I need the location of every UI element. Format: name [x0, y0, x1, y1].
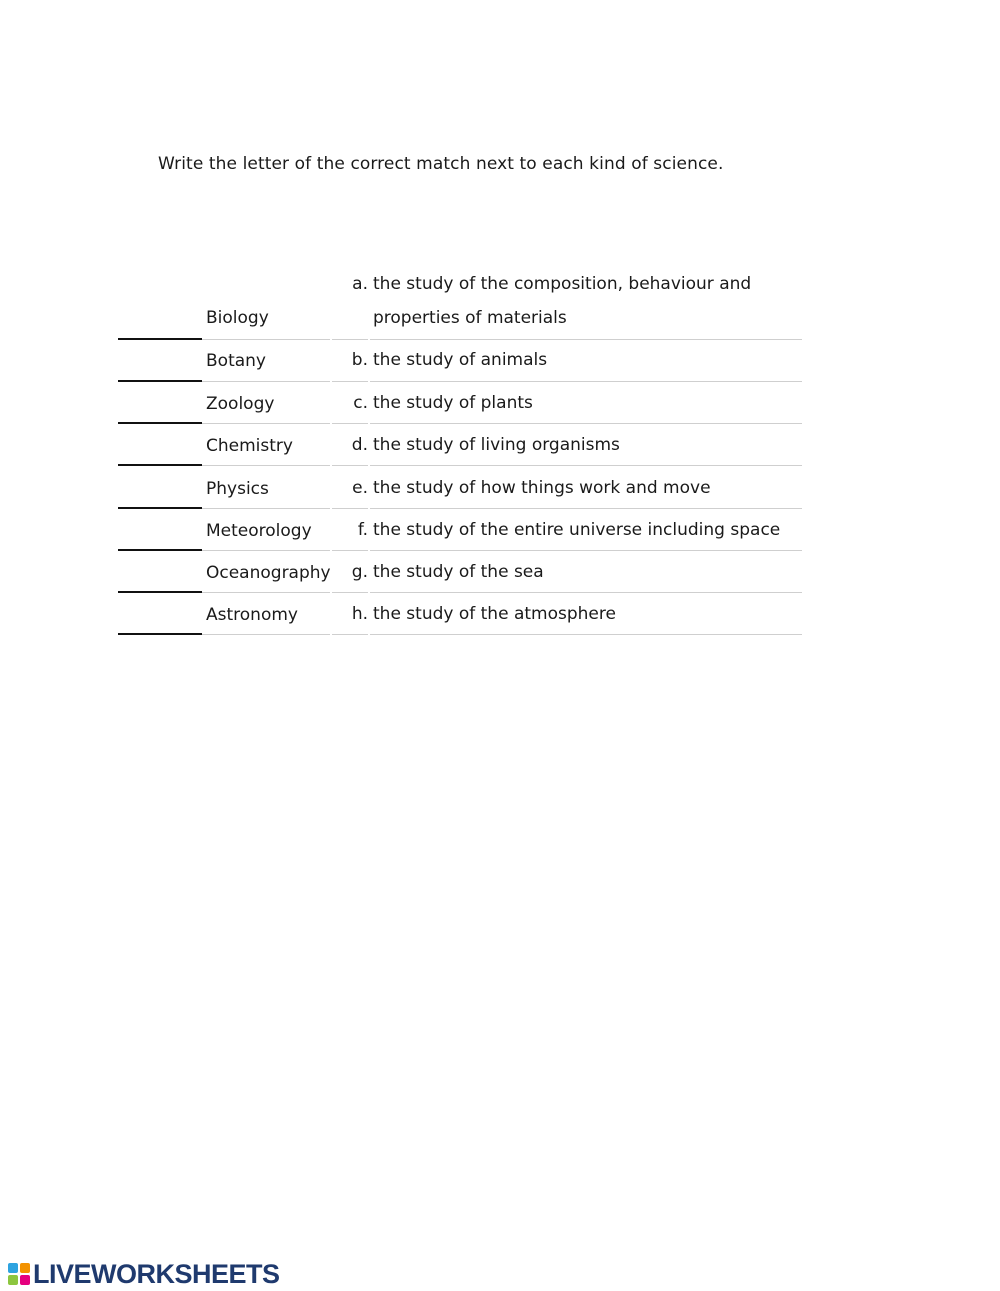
logo-grid-icon [8, 1263, 30, 1285]
definition-letter: f. [357, 520, 368, 540]
logo-square [8, 1263, 18, 1273]
science-name: Astronomy [206, 605, 298, 625]
match-row-zoology [0, 382, 1000, 424]
science-name: Meteorology [206, 521, 312, 541]
logo-square [20, 1263, 30, 1273]
science-name: Biology [206, 308, 269, 328]
science-name: Oceanography [206, 563, 331, 583]
definition-text: the study of living organisms [373, 435, 620, 455]
science-name: Botany [206, 351, 266, 371]
definition-letter: a. [352, 274, 368, 294]
definition-letter: g. [351, 562, 368, 582]
definition-text: the study of animals [373, 350, 548, 370]
definition-text: the study of the composition, behaviour and [373, 274, 752, 294]
science-name: Physics [206, 479, 269, 499]
logo-square [8, 1275, 18, 1285]
definition-text: the study of the sea [373, 562, 544, 582]
cell-divider [332, 634, 368, 635]
match-row-oceanography [0, 551, 1000, 593]
match-row-astronomy [0, 593, 1000, 635]
logo-square [20, 1275, 30, 1285]
cell-divider [202, 634, 330, 635]
definition-letter: e. [352, 478, 368, 498]
definition-text-continued: properties of materials [373, 308, 567, 328]
definition-letter: c. [353, 393, 368, 413]
match-row-meteorology [0, 509, 1000, 551]
definition-letter: d. [351, 435, 368, 455]
instruction-text: Write the letter of the correct match next to each kind of science. [158, 154, 724, 174]
definition-text: the study of the entire universe including space [373, 520, 781, 540]
match-row-botany [0, 340, 1000, 382]
cell-divider [370, 634, 802, 635]
definition-letter: h. [351, 604, 368, 624]
science-name: Chemistry [206, 436, 293, 456]
match-row-physics [0, 466, 1000, 509]
logo-text: LIVEWORKSHEETS [33, 1259, 280, 1289]
definition-text: the study of how things work and move [373, 478, 711, 498]
science-name: Zoology [206, 394, 275, 414]
definition-text: the study of the atmosphere [373, 604, 616, 624]
definition-text: the study of plants [373, 393, 533, 413]
match-row-chemistry [0, 424, 1000, 466]
match-row-biology [0, 266, 1000, 340]
answer-blank[interactable] [118, 633, 202, 635]
liveworksheets-logo [8, 1259, 280, 1289]
definition-letter: b. [351, 350, 368, 370]
